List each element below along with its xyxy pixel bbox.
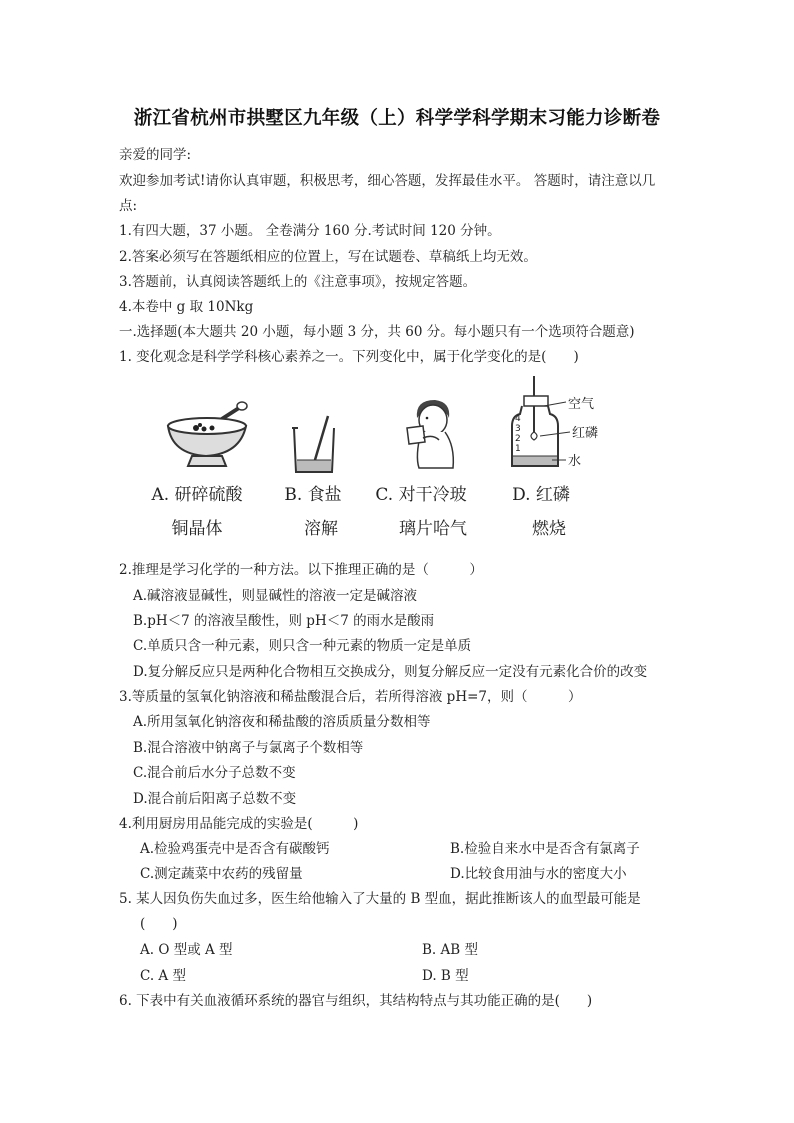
option-item: D.比较食用油与水的密度大小 [450,866,627,882]
mortar-pestle-figure [162,398,252,470]
option-item: B.混合溶液中钠离子与氯离子个数相等 [133,740,364,756]
option-caption: A. 研碎硫酸 [151,485,243,505]
page-title: 浙江省杭州市拱墅区九年级（上）科学学科学期末习能力诊断卷 [133,108,661,129]
phosphorus-apparatus-figure [508,374,638,474]
option-item: A.所用氢氧化钠溶夜和稀盐酸的溶质质量分数相等 [133,714,431,730]
water-label: 水 [568,454,582,469]
option-item: A. O 型或 A 型 [140,942,233,958]
option-caption: B. 食盐 [284,485,342,505]
option-item: B. AB 型 [422,942,478,958]
section-header: 一.选择题(本大题共 20 小题，每小题 3 分，共 60 分。每小题只有一个选项符合题意) [119,324,635,340]
option-item: D. B 型 [422,968,469,984]
option-caption: D. 红磷 [512,485,570,505]
option-caption: 璃片哈气 [399,519,467,539]
scale-mark: 1 [515,444,521,454]
option-item: A.碱溶液显碱性，则显碱性的溶液一定是碱溶液 [133,588,418,604]
option-item: D.混合前后阳离子总数不变 [133,791,297,807]
question-stem: 6. 下表中有关血液循环系统的器官与组织，其结构特点与其功能正确的是( ) [119,993,593,1009]
option-item: C.单质只含一种元素，则只含一种元素的物质一定是单质 [133,638,472,654]
option-caption: C. 对干冷玻 [375,485,467,505]
rule-item: 3.答题前，认真阅读答题纸上的《注意事项》，按规定答题。 [119,274,477,290]
question-stem: 4.利用厨房用品能完成的实验是( ) [119,816,359,832]
question-stem: 3.等质量的氢氧化钠溶液和稀盐酸混合后，若所得溶液 pH=7，则（ ） [119,689,582,705]
question-stem: 5. 某人因负伤失血过多，医生给他输入了大量的 B 型血，据此推断该人的血型最可能是 [119,891,641,907]
scale-mark: 3 [515,424,521,434]
option-caption: 溶解 [304,519,338,539]
rule-item: 4.本卷中 g 取 10Nkg [119,299,254,315]
option-item: B.pH＜7 的溶液呈酸性，则 pH＜7 的雨水是酸雨 [133,613,435,629]
option-caption: 铜晶体 [171,519,223,539]
scale-mark: 2 [515,434,521,444]
option-item: C. A 型 [140,968,186,984]
person-breathing-figure [405,396,465,470]
intro-line: 点: [119,198,138,214]
option-item: A.检验鸡蛋壳中是否含有碳酸钙 [140,841,330,857]
rule-item: 2.答案必须写在答题纸相应的位置上，写在试题卷、草稿纸上均无效。 [119,249,537,265]
option-item: B.检验自来水中是否含有氯离子 [450,841,640,857]
option-item: D.复分解反应只是两种化合物相互交换成分，则复分解反应一定没有元素化合价的改变 [133,664,648,680]
red-phosphorus-label: 红磷 [572,426,599,441]
rule-item: 1.有四大题，37 小题。 全卷满分 160 分.考试时间 120 分钟。 [119,223,501,239]
intro-line: 欢迎参加考试!请你认真审题，积极思考，细心答题，发挥最佳水平。 答题时，请注意以几 [119,173,656,189]
air-label: 空气 [568,397,595,412]
scale-mark: 4 [515,414,521,424]
beaker-figure [290,414,340,476]
question-stem: 1. 变化观念是科学学科核心素养之一。下列变化中，属于化学变化的是( ) [119,349,579,365]
intro-greeting: 亲爱的同学: [119,147,192,163]
question-stem: 2.推理是学习化学的一种方法。以下推理正确的是（ ） [119,562,483,578]
option-caption: 燃烧 [532,519,566,539]
answer-blank: ( ) [140,916,178,932]
option-item: C.测定蔬菜中农药的残留量 [140,866,303,882]
option-item: C.混合前后水分子总数不变 [133,765,296,781]
